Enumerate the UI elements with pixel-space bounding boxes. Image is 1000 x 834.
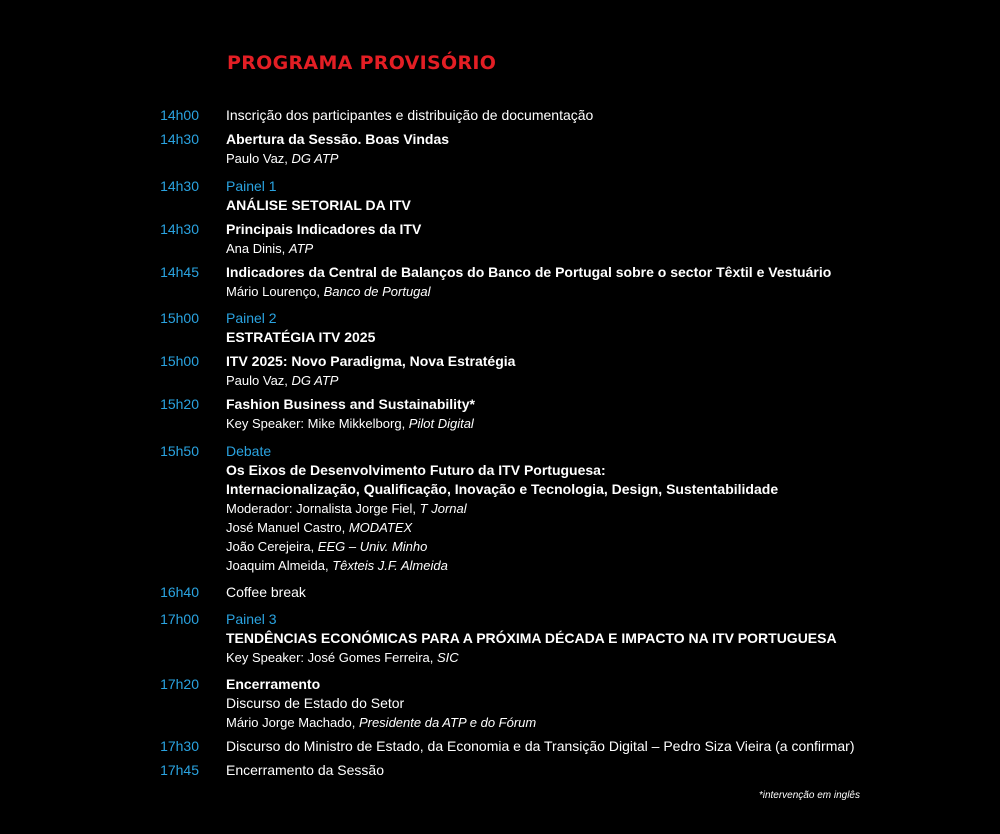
speaker-line: José Manuel Castro, MODATEX [226, 520, 413, 535]
speaker-affiliation: Banco de Portugal [323, 284, 431, 299]
entry-content [226, 106, 986, 125]
entry-time: 15h00 [160, 310, 199, 326]
entry-content [226, 263, 986, 301]
session-title: Os Eixos de Desenvolvimento Futuro da ITV Portuguesa: [226, 462, 606, 478]
entry-time: 14h30 [160, 178, 199, 194]
entry-time: 17h30 [160, 738, 199, 754]
speaker-affiliation: Têxteis J.F. Almeida [332, 558, 448, 573]
session-title: Fashion Business and Sustainability* [226, 396, 475, 412]
speaker-line: João Cerejeira, EEG – Univ. Minho [226, 539, 428, 554]
speaker-line: Key Speaker: Mike Mikkelborg, Pilot Digital [226, 416, 474, 431]
speaker-affiliation: ATP [288, 241, 314, 256]
entry-content [226, 675, 986, 732]
session-title: Encerramento [226, 676, 321, 692]
speaker-line: Paulo Vaz, DG ATP [226, 373, 339, 388]
entry-time: 15h00 [160, 353, 199, 369]
entry-content [226, 352, 986, 390]
entry-content [226, 177, 986, 215]
entry-text: Discurso do Ministro de Estado, da Economia e da Transição Digital – Pedro Siza Vieira (a confirmar) [226, 738, 855, 754]
entry-time: 14h30 [160, 131, 199, 147]
speaker-affiliation: SIC [436, 650, 459, 665]
speaker-affiliation: MODATEX [348, 520, 413, 535]
speaker-line: Ana Dinis, ATP [226, 241, 314, 256]
speaker-line: Joaquim Almeida, Têxteis J.F. Almeida [226, 558, 448, 573]
speaker-line: Key Speaker: José Gomes Ferreira, SIC [226, 650, 459, 665]
footnote: *intervenção em inglês [758, 790, 860, 801]
speaker-affiliation: EEG – Univ. Minho [317, 539, 428, 554]
entry-text: Coffee break [226, 584, 306, 600]
session-title: Abertura da Sessão. Boas Vindas [226, 131, 450, 147]
entry-content [226, 309, 986, 347]
entry-time: 17h20 [160, 676, 199, 692]
entry-time: 15h50 [160, 443, 199, 459]
session-title: TENDÊNCIAS ECONÓMICAS PARA A PRÓXIMA DÉCADA E IMPACTO NA ITV PORTUGUESA [226, 630, 837, 646]
speaker-affiliation: Presidente da ATP e do Fórum [358, 715, 537, 730]
speaker-line: Mário Lourenço, Banco de Portugal [226, 284, 431, 299]
session-label: Painel 2 [226, 310, 277, 326]
program-title: PROGRAMA PROVISÓRIO [227, 52, 497, 74]
entry-text: Inscrição dos participantes e distribuição de documentação [226, 107, 594, 123]
entry-content [226, 442, 986, 575]
session-title: ANÁLISE SETORIAL DA ITV [226, 197, 411, 213]
entry-content [226, 395, 986, 433]
entry-text: Discurso de Estado do Setor [226, 695, 405, 711]
entry-content [226, 761, 986, 780]
session-title: Principais Indicadores da ITV [226, 221, 422, 237]
entry-time: 17h45 [160, 762, 199, 778]
session-title: ESTRATÉGIA ITV 2025 [226, 329, 376, 345]
session-title: Internacionalização, Qualificação, Inovação e Tecnologia, Design, Sustentabilidade [226, 481, 779, 497]
entry-time: 16h40 [160, 584, 199, 600]
speaker-affiliation: Pilot Digital [408, 416, 474, 431]
entry-time: 14h00 [160, 107, 199, 123]
entry-content [226, 220, 986, 258]
entry-time: 15h20 [160, 396, 199, 412]
session-label: Painel 3 [226, 611, 277, 627]
speaker-line: Mário Jorge Machado, Presidente da ATP e do Fórum [226, 715, 537, 730]
speaker-affiliation: T Jornal [419, 501, 467, 516]
entry-content [226, 610, 986, 667]
speaker-affiliation: DG ATP [291, 151, 339, 166]
entry-time: 17h00 [160, 611, 199, 627]
entry-time: 14h30 [160, 221, 199, 237]
session-label: Debate [226, 443, 272, 459]
speaker-affiliation: DG ATP [291, 373, 339, 388]
entry-content [226, 130, 986, 168]
speaker-line: Paulo Vaz, DG ATP [226, 151, 339, 166]
entry-content [226, 737, 986, 756]
speaker-line: Moderador: Jornalista Jorge Fiel, T Jornal [226, 501, 467, 516]
entry-text: Encerramento da Sessão [226, 762, 384, 778]
session-title: ITV 2025: Novo Paradigma, Nova Estratégia [226, 353, 516, 369]
session-title: Indicadores da Central de Balanços do Banco de Portugal sobre o sector Têxtil e Vestuário [226, 264, 832, 280]
session-label: Painel 1 [226, 178, 277, 194]
entry-content [226, 583, 986, 602]
entry-time: 14h45 [160, 264, 199, 280]
